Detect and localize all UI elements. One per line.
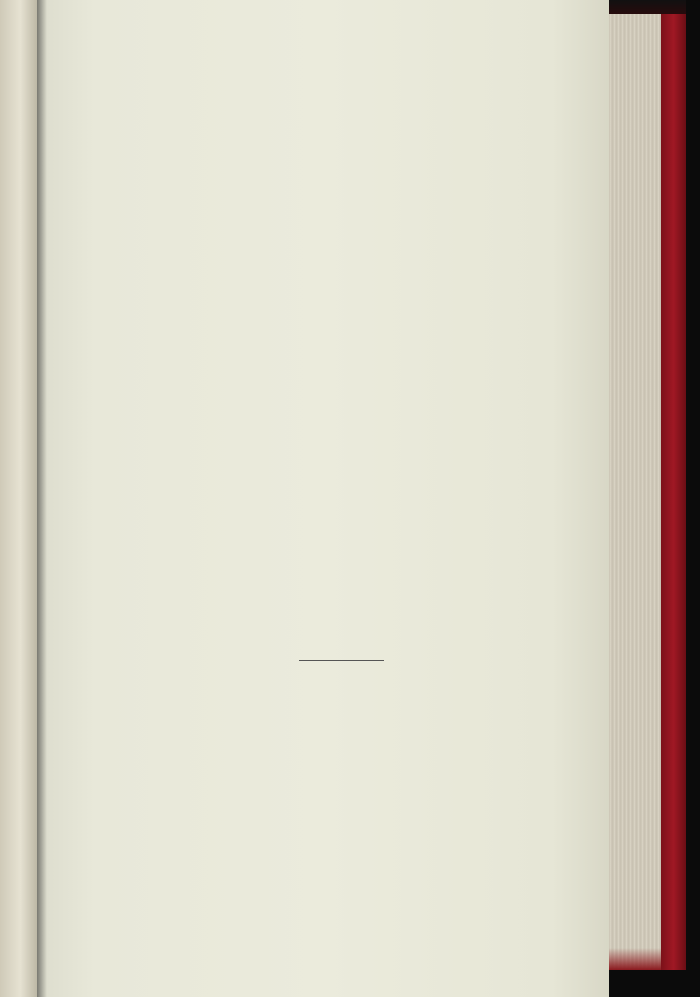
page-block-edge	[609, 14, 661, 970]
cover-bottom-edge	[609, 970, 686, 997]
book-gutter-shadow	[37, 0, 47, 997]
section-divider-rule	[299, 660, 384, 661]
book-page	[37, 0, 609, 997]
facing-page-fragment	[0, 0, 37, 997]
book-cover-red	[661, 14, 686, 970]
